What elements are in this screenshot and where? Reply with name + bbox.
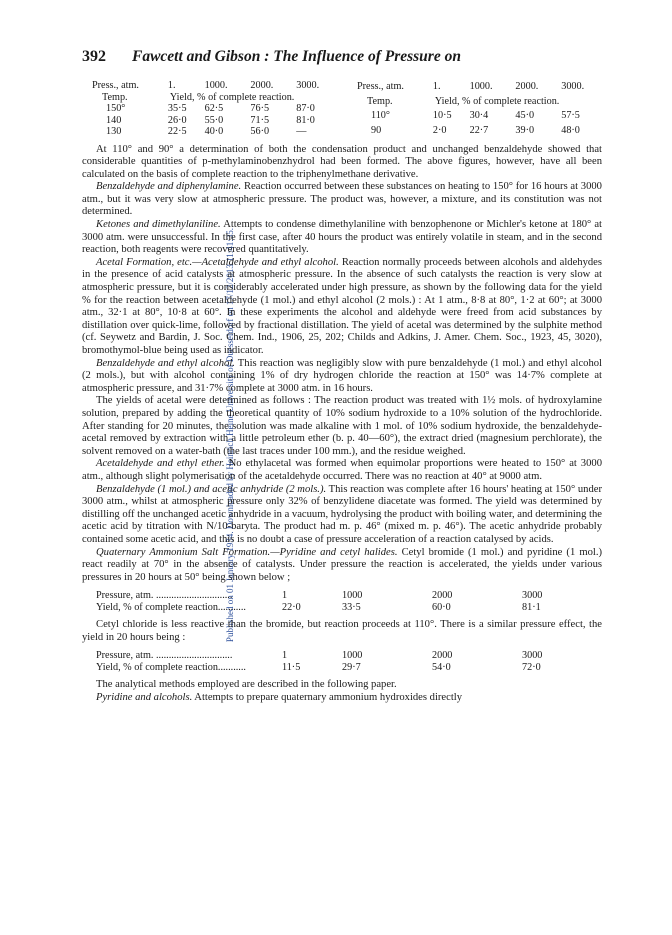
- download-watermark: Published on 01 January 1934. Downloaded by Heinrich Heine University of Duesseldorf on 17/12/2013 11:41:35.: [225, 227, 235, 643]
- table-row: Temp. Yield, % of complete reaction.: [367, 95, 560, 107]
- paragraph: At 110° and 90° a determination of both the condensation product and unchanged benzaldehyde showed that considerable quantities of p-methylaminobenzhydrol had been formed. The above figures, however, have all been calculated on the basis of complete reaction to the triphenylmethane derivative.: [82, 143, 602, 180]
- table-row: 130 22·5 40·0 56·0 —: [106, 126, 307, 137]
- paragraph: The yields of acetal were determined as follows : The reaction product was treated with 1½ mols. of hydroxylamine solution, prepared by adding the theoretical quantity of 10% sodium hydroxide to a 10% solution of the hydrochloride. After standing for 20 minutes, the solution was made alkaline with 1 mol. of 10% sodium hydroxide, the benzaldehyde-acetal removed by extraction with a little petroleum ether (b. p. 40—60°), the extract dried (magnesium perchlorate), the solvent removed on a water-bath (the last traces under 100 mm.), and the residue weighed.: [82, 395, 602, 457]
- table-row: 140 26·0 55·0 71·5 81·0: [106, 114, 315, 126]
- paragraph: Pyridine and alcohols. Attempts to prepare quaternary ammonium hydroxides directly: [96, 692, 463, 704]
- table-right: [357, 80, 602, 138]
- section-heading: Acetal Formation, etc.—Acetaldehyde and ethyl alcohol.: [96, 256, 339, 268]
- table-row: Temp. Yield, % of complete reaction.: [102, 91, 295, 103]
- table-row: 150° 35·5 62·5 76·5 87·0: [106, 103, 315, 114]
- paragraph: Acetaldehyde and ethyl ether. No ethylacetal was formed when equimolar proportions were heated to 150° at 3000 atm., although slight polymerisation of the acetaldehyde occurred. There was no reaction at 40° at 9000 atm.: [82, 458, 602, 482]
- table-row: 110° 10·5 30·4 45·0 57·5: [371, 110, 580, 122]
- table-row: Press., atm. 1. 1000. 2000. 3000.: [92, 80, 320, 91]
- page-header: [82, 48, 602, 68]
- page-number: 392: [82, 48, 106, 65]
- cetyl-chloride-yield-table: [96, 650, 582, 673]
- temperature-yield-tables: [92, 80, 602, 138]
- table-row: Pressure, atm. .............................. 1 1000 2000 3000: [96, 590, 543, 602]
- paragraph: Cetyl chloride is less reactive than the bromide, but reaction proceeds at 110°. There is a similar pressure effect, the yield in 20 hours being :: [82, 619, 602, 643]
- table-left: [92, 80, 337, 138]
- table-row: Pressure, atm. .............................. 1 1000 2000 3000: [96, 650, 543, 662]
- paragraph: Benzaldehyde and diphenylamine. Reaction occurred between these substances on heating to 150° for 16 hours at 3000 atm., but it was very slow at atmospheric pressure. The product was, however, a mixture, and its constitution was not determined.: [82, 181, 602, 218]
- table-row: 90 2·0 22·7 39·0 48·0: [371, 124, 580, 136]
- section-heading: Pyridine and alcohols.: [96, 692, 193, 704]
- paragraph: Ketones and dimethylaniline. Attempts to condense dimethylaniline with benzophenone or Michler's ketone at 180° at 3000 atm. were unsuccessful. In the first case, after 40 hours the product was entirely volatile in steam, and in the second reaction, both reagents were recovered quantitatively.: [82, 219, 602, 256]
- paragraph: Acetal Formation, etc.—Acetaldehyde and ethyl alcohol. Reaction normally proceeds between alcohols and aldehydes in the presence of acid catalysts at atmospheric pressure. In the absence of such catalysts the reaction is very slow at atmospheric pressure, but it is considerably accelerated under high pressure, as shown by the following data for the yield % for the reaction between acetaldehyde (1 mol.) and ethyl alcohol (2 mols.) : At 1 atm., 8·8 at 80°, 1·2 at 60°; at 3000 atm., 32·1 at 80°, 10·8 at 60°. In these experiments the alcohol and aldehyde were freed from acid substances by distillation over quick-lime, followed by fractional distillation. The yield of acetal was determined by the sulphite method (cf. Seywetz and Bardin, J. Soc. Chem. Ind., 1906, 25, 202; Childs and Adkins, J. Amer. Chem. Soc., 1923, 45, 3020), bromothymol-blue being used as indicator.: [82, 256, 603, 356]
- section-heading: Benzaldehyde (1 mol.) and acetic anhydride (2 mols.).: [96, 483, 327, 495]
- table-row: Yield, % of complete reaction........... 22·0 33·5 60·0 81·1: [96, 601, 541, 613]
- table-row: Press., atm. 1. 1000. 2000. 3000.: [357, 81, 585, 93]
- paragraph: Quaternary Ammonium Salt Formation.—Pyridine and cetyl halides. Cetyl bromide (1 mol.) and pyridine (1 mol.) react readily at 70° in the absence of catalysts. Under pressure the reaction is accelerated, the yields under various pressures in 20 hours at 50° being shown below ;: [82, 546, 602, 583]
- cetyl-bromide-yield-table: [96, 590, 582, 613]
- paragraph: Benzaldehyde and ethyl alcohol. This reaction was negligibly slow with pure benzaldehyde (1 mol.) and ethyl alcohol (2 mols.), but with alcohol containing 1% of dry hydrogen chloride the reaction at 150° was 14·7% complete at atmospheric pressure, and 31·7% complete at 3000 atm. in 16 hours.: [82, 357, 602, 394]
- table-row: Yield, % of complete reaction........... 11·5 29·7 54·0 72·0: [96, 661, 541, 673]
- paragraph: The analytical methods employed are described in the following paper.: [96, 679, 397, 691]
- running-title: Fawcett and Gibson : The Influence of Pressure on: [132, 48, 461, 65]
- page-body: [82, 80, 602, 705]
- section-heading: Acetaldehyde and ethyl ether.: [96, 458, 225, 470]
- section-heading: Ketones and dimethylaniline.: [96, 219, 221, 231]
- section-heading: Benzaldehyde and diphenylamine.: [96, 181, 242, 193]
- paragraph: Benzaldehyde (1 mol.) and acetic anhydride (2 mols.). This reaction was complete after 16 hours' heating at 150° under 3000 atm., whilst at atmospheric pressure only 32% of benzylidene diacetate was formed. The yield was determined by distilling off the unchanged acetic anhydride in a vacuum, hydrolysing the product with boiling water, and determining the acetic acid by titration with N/10-baryta. The product had m. p. 46° (mixed m. p. 46°). The acetic anhydride probably contained some acetic acid, and this is no doubt a case of pressure acceleration of a reaction catalysed by acids.: [82, 483, 602, 545]
- section-heading: Benzaldehyde and ethyl alcohol.: [96, 357, 235, 369]
- section-heading: Quaternary Ammonium Salt Formation.—Pyridine and cetyl halides.: [96, 546, 398, 558]
